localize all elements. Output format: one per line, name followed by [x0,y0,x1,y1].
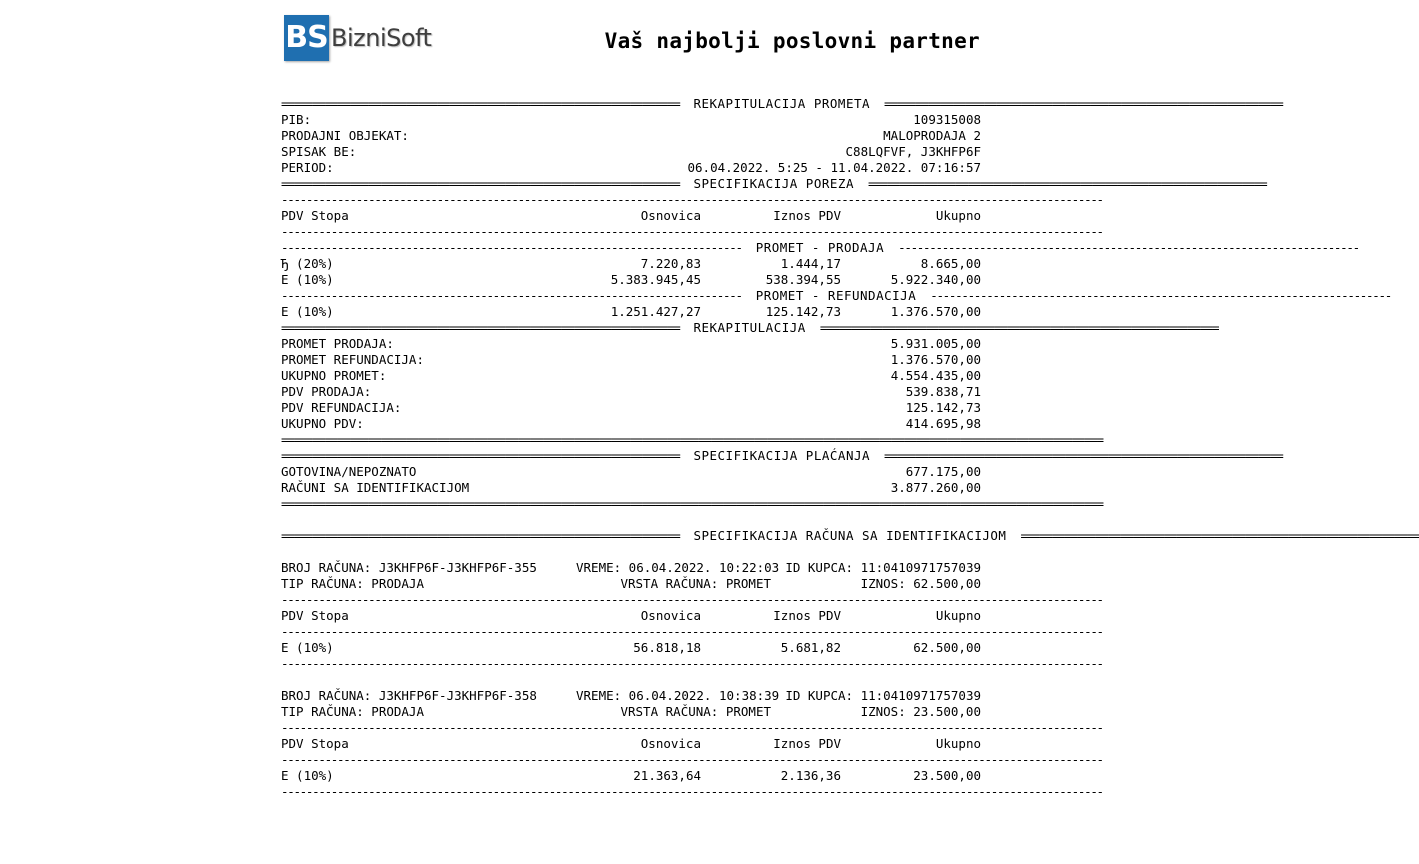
dash-divider: ------------------------------------------------------------------------------------------------------------------------------------ [281,592,1103,607]
summary-row: UKUPNO PROMET: 4.554.435,00 [281,368,981,383]
summary-row: UKUPNO PDV: 414.695,98 [281,416,981,431]
invoice-type: TIP RAČUNA: PRODAJA [281,704,424,719]
invoice-type-row [281,576,981,592]
tagline: Vaš najbolji poslovni partner [604,29,980,53]
summary-row: PDV PRODAJA: 539.838,71 [281,384,981,399]
info-row-spisak-be: SPISAK BE: C88LQFVF, J3KHFP6F [281,144,981,159]
section-title-specifikacija-placanja: ================================================================ SPECIFIKACIJA PLAĆANJA ================================================================ [281,448,1283,463]
section-title-rekapitulacija-prometa: ================================================================ REKAPITULACIJA PROMETA ================================================================ [281,96,1283,111]
tax-row: Ђ (20%) 7.220,83 1.444,17 8.665,00 [281,256,981,271]
invoice-number: BROJ RAČUNA: J3KHFP6F-J3KHFP6F-355 [281,560,537,575]
report-header [284,15,981,63]
invoice-amount: IZNOS: 23.500,00 [860,704,981,719]
info-row-period: PERIOD: 06.04.2022. 5:25 - 11.04.2022. 07:16:57 [281,160,981,175]
receipt [281,96,1419,800]
invoice-table-header: PDV Stopa Osnovica Iznos PDV Ukupno [281,736,981,751]
section-title-specifikacija-poreza: ================================================================ SPECIFIKACIJA POREZA ================================================================ [281,176,1267,191]
invoice-tax-row: Е (10%) 21.363,64 2.136,36 23.500,00 [281,768,981,783]
invoice-amount: IZNOS: 62.500,00 [860,576,981,591]
invoice-type-row [281,704,981,720]
payment-row: GOTOVINA/NEPOZNATO 677.175,00 [281,464,981,479]
subsection-title-promet-refundacija: -------------------------------------------------------------------------- PROMET - REFUNDACIJA -------------------------------------------------------------------------- [281,288,1391,303]
invoice-info-row [281,560,981,576]
subsection-title-promet-prodaja: -------------------------------------------------------------------------- PROMET - PRODAJA -------------------------------------------------------------------------- [281,240,1359,255]
invoice-type: TIP RAČUNA: PRODAJA [281,576,424,591]
dash-divider: ------------------------------------------------------------------------------------------------------------------------------------ [281,720,1103,735]
invoice-time: VREME: 06.04.2022. 10:22:03 [576,560,780,575]
invoice-time: VREME: 06.04.2022. 10:38:39 [576,688,780,703]
equals-divider: ==================================================================================================================================== [281,496,1103,511]
logo-mark: BS [284,15,329,61]
logo-name: BizniSoft [331,24,432,52]
dash-divider: ------------------------------------------------------------------------------------------------------------------------------------ [281,224,1103,239]
summary-row: PDV REFUNDACIJA: 125.142,73 [281,400,981,415]
summary-row: PROMET REFUNDACIJA: 1.376.570,00 [281,352,981,367]
dash-divider: ------------------------------------------------------------------------------------------------------------------------------------ [281,192,1103,207]
tax-row: Е (10%) 5.383.945,45 538.394,55 5.922.340,00 [281,272,981,287]
section-title-specifikacija-racuna: ================================================================ SPECIFIKACIJA RAČUNA SA IDENTIFIKACIJOM ================================================================ [281,528,1419,543]
invoice-customer-id: ID KUPCA: 11:0410971757039 [785,688,981,703]
invoice-info-row [281,688,981,704]
summary-row: PROMET PRODAJA: 5.931.005,00 [281,336,981,351]
dash-divider: ------------------------------------------------------------------------------------------------------------------------------------ [281,656,1103,671]
tax-table-header: PDV Stopa Osnovica Iznos PDV Ukupno [281,208,981,223]
bizni-soft-logo [284,15,431,61]
info-row-pib: PIB: 109315008 [281,112,981,127]
section-title-rekapitulacija: ================================================================ REKAPITULACIJA ================================================================ [281,320,1219,335]
dash-divider: ------------------------------------------------------------------------------------------------------------------------------------ [281,784,1103,799]
report-page [281,0,1419,800]
equals-divider: ==================================================================================================================================== [281,432,1103,447]
invoice-customer-id: ID KUPCA: 11:0410971757039 [785,560,981,575]
invoice-kind: VRSTA RAČUNA: PROMET [620,576,771,591]
dash-divider: ------------------------------------------------------------------------------------------------------------------------------------ [281,624,1103,639]
invoice-table-header: PDV Stopa Osnovica Iznos PDV Ukupno [281,608,981,623]
payment-row: RAČUNI SA IDENTIFIKACIJOM 3.877.260,00 [281,480,981,495]
invoice-number: BROJ RAČUNA: J3KHFP6F-J3KHFP6F-358 [281,688,537,703]
dash-divider: ------------------------------------------------------------------------------------------------------------------------------------ [281,752,1103,767]
tax-row: Е (10%) 1.251.427,27 125.142,73 1.376.570,00 [281,304,981,319]
invoice-kind: VRSTA RAČUNA: PROMET [620,704,771,719]
info-row-prodajni-objekat: PRODAJNI OBJEKAT: MALOPRODAJA 2 [281,128,981,143]
invoice-tax-row: Е (10%) 56.818,18 5.681,82 62.500,00 [281,640,981,655]
